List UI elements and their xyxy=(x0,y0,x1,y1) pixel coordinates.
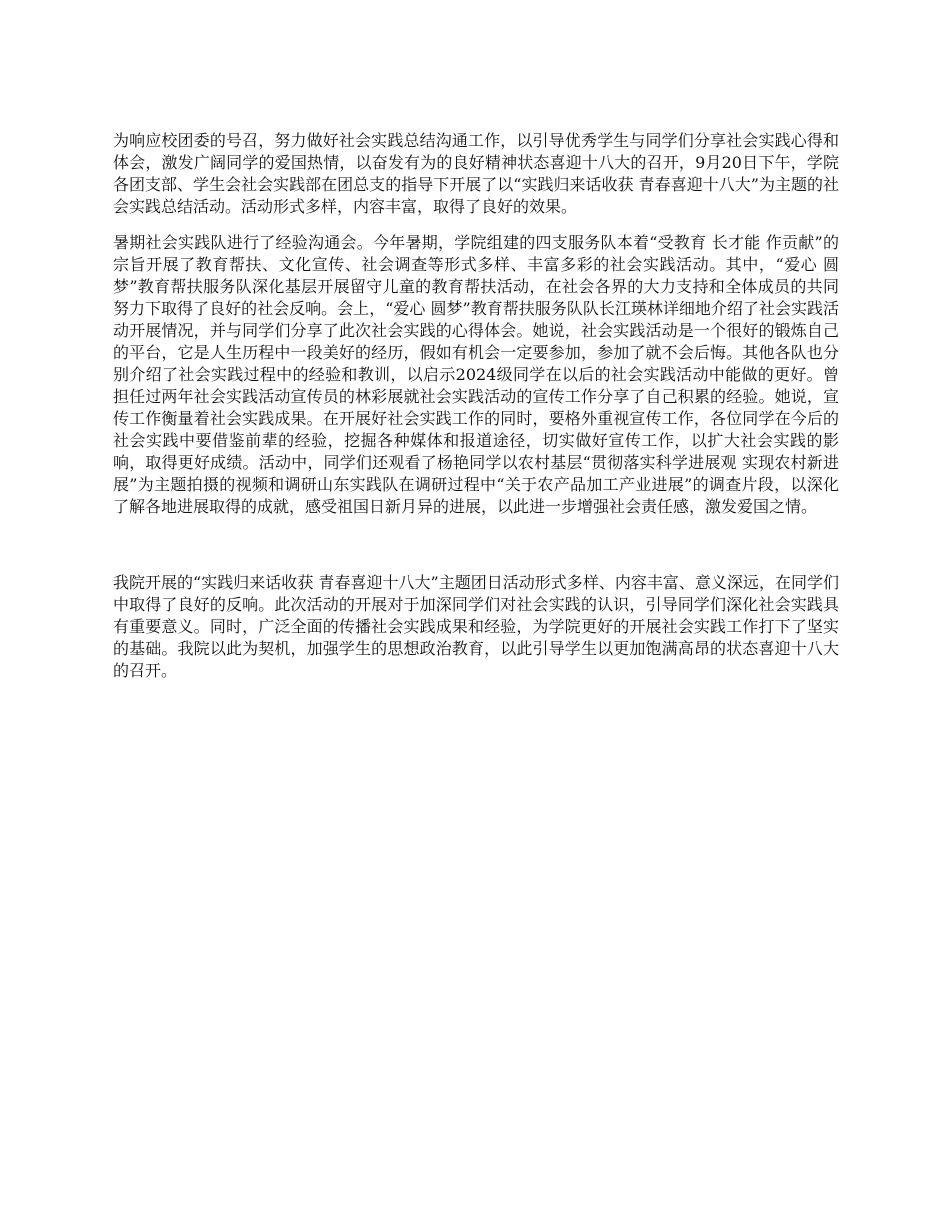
document-body xyxy=(113,130,839,682)
paragraph-intro: 为响应校团委的号召，努力做好社会实践总结沟通工作，以引导优秀学生与同学们分享社会实践心得和体会，激发广阔同学的爱国热情，以奋发有为的良好精神状态喜迎十八大的召开，9月20日下午，学院各团支部、学生会社会实践部在团总支的指导下开展了以“实践归来话收获 青春喜迎十八大”为主题的社会实践总结活动。活动形式多样，内容丰富，取得了良好的效果。 xyxy=(113,131,839,216)
paragraph-exchange-meeting: 暑期社会实践队进行了经验沟通会。今年暑期，学院组建的四支服务队本着“受教育 长才能 作贡献”的宗旨开展了教育帮扶、文化宣传、社会调查等形式多样、丰富多彩的社会实践活动。其中，“爱心 圆梦”教育帮扶服务队深化基层开展留守儿童的教育帮扶活动，在社会各界的大力支持和全体成员的共同努力下取得了良好的社会反响。会上，“爱心 圆梦”教育帮扶服务队队长江瑛林详细地介绍了社会实践活动开展情况，并与同学们分享了此次社会实践的心得体会。她说，社会实践活动是一个很好的锻炼自己的平台，它是人生历程中一段美好的经历，假如有机会一定要参加，参加了就不会后悔。其他各队也分别介绍了社会实践过程中的经验和教训，以启示2024级同学在以后的社会实践活动中能做的更好。曾担任过两年社会实践活动宣传员的林彩展就社会实践活动的宣传工作分享了自己积累的经验。她说，宣传工作衡量着社会实践成果。在开展好社会实践工作的同时，要格外重视宣传工作，各位同学在今后的社会实践中要借鉴前辈的经验，挖掘各种媒体和报道途径，切实做好宣传工作，以扩大社会实践的影响，取得更好成绩。活动中，同学们还观看了杨艳同学以农村基层“贯彻落实科学进展观 实现农村新进展”为主题拍摄的视频和调研山东实践队在调研过程中“关于农产品加工产业进展”的调查片段，以深化了解各地进展取得的成就，感受祖国日新月异的进展，以此进一步增强社会责任感，激发爱国之情。 xyxy=(113,233,839,516)
paragraph-conclusion: 我院开展的“实践归来话收获 青春喜迎十八大”主题团日活动形式多样、内容丰富、意义深远，在同学们中取得了良好的反响。此次活动的开展对于加深同学们对社会实践的认识，引导同学们深化社会实践具有重要意义。同时，广泛全面的传播社会实践成果和经验，为学院更好的开展社会实践工作打下了坚实的基础。我院以此为契机，加强学生的思想政治教育，以此引导学生以更加饱满高昂的状态喜迎十八大的召开。 xyxy=(113,573,839,680)
